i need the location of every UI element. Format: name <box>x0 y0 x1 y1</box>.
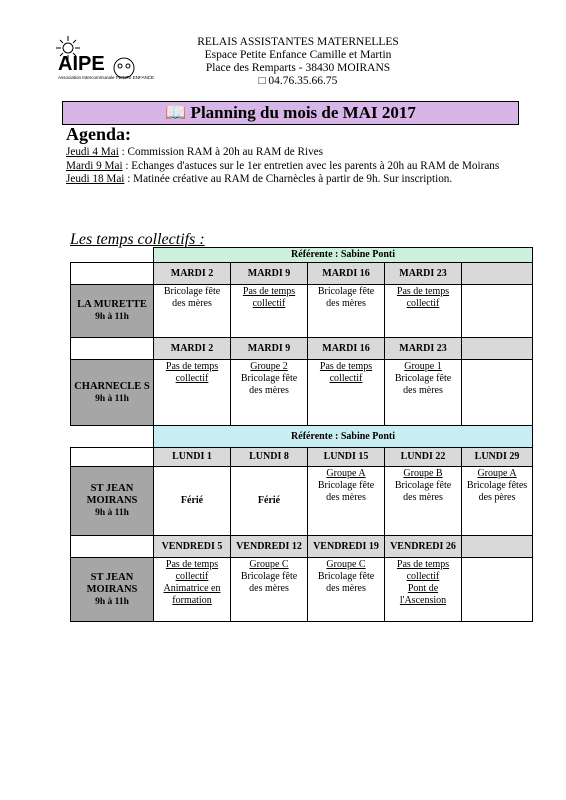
day-header: MARDI 9 <box>231 338 308 360</box>
activity-line: Pas de temps collectif <box>165 559 219 582</box>
activity-cell <box>154 360 231 426</box>
day-header <box>462 536 533 558</box>
activity-line: Bricolage fête des mères <box>317 480 375 503</box>
day-header: MARDI 23 <box>385 263 462 285</box>
activity-cell <box>308 558 385 622</box>
header-phone: □ 04.76.35.66.75 <box>258 75 338 87</box>
logo-subtext: Association Intercommunale PETITE ENFANCE <box>58 75 155 80</box>
activity-line: Groupe C <box>326 559 366 570</box>
day-header: MARDI 2 <box>154 263 231 285</box>
day-header: VENDREDI 5 <box>154 536 231 558</box>
agenda-date: Jeudi 18 Mai <box>66 173 125 185</box>
blank-cell <box>71 263 154 285</box>
activity-cell <box>308 467 385 536</box>
activity-cell <box>462 558 533 622</box>
activity-cell <box>385 467 462 536</box>
day-header <box>462 338 533 360</box>
day-header: LUNDI 1 <box>154 448 231 467</box>
activity-line: Groupe C <box>249 559 289 570</box>
activity-line: Bricolage fête des mères <box>394 373 452 396</box>
place-cell <box>71 467 154 536</box>
activity-cell <box>231 467 308 536</box>
day-header: LUNDI 8 <box>231 448 308 467</box>
day-header: LUNDI 22 <box>385 448 462 467</box>
place-hours: 9h à 11h <box>95 596 129 607</box>
activity-line: Pas de temps collectif <box>165 361 219 384</box>
activity-cell <box>154 467 231 536</box>
agenda-heading: Agenda: <box>66 124 132 144</box>
agenda-date: Mardi 9 Mai <box>66 159 123 172</box>
blank-cell <box>71 536 154 558</box>
agenda-item <box>66 173 526 187</box>
agenda-text: : Commission RAM à 20h au RAM de Rives <box>118 146 324 158</box>
spacer <box>71 248 154 263</box>
place-name: ST JEAN MOIRANS <box>86 571 138 595</box>
place-hours: 9h à 11h <box>95 393 129 404</box>
activity-cell: Bricolage fête des mères <box>308 285 385 338</box>
day-header: MARDI 23 <box>385 338 462 360</box>
activity-line: Groupe B <box>403 468 443 479</box>
activity-cell <box>462 467 533 536</box>
activity-cell <box>231 558 308 622</box>
agenda-date: Jeudi 4 Mai <box>66 146 119 158</box>
activity-line: Groupe 2 <box>250 361 288 372</box>
activity-cell <box>385 360 462 426</box>
header-line2: Espace Petite Enfance Camille et Martin <box>204 49 392 61</box>
day-header: VENDREDI 19 <box>308 536 385 558</box>
day-header: MARDI 16 <box>308 338 385 360</box>
referente-banner: Référente : Sabine Ponti <box>154 426 533 448</box>
activity-cell <box>462 285 533 338</box>
place-cell <box>71 558 154 622</box>
activity-cell <box>385 558 462 622</box>
day-header: VENDREDI 12 <box>231 536 308 558</box>
activity-line: Bricolage fête des mères <box>394 480 452 503</box>
blank-cell <box>71 448 154 467</box>
activity-cell: Bricolage fête des mères <box>154 285 231 338</box>
day-header <box>462 263 533 285</box>
day-header: MARDI 2 <box>154 338 231 360</box>
spacer <box>71 426 154 448</box>
page-title: 📖 Planning du mois de MAI 2017 <box>62 101 519 125</box>
agenda-text: : Matinée créative au RAM de Charnècles à partir de 9h. Sur inscription. <box>124 173 453 185</box>
activity-cell <box>154 558 231 622</box>
activity-cell <box>231 360 308 426</box>
day-header: LUNDI 29 <box>462 448 533 467</box>
agenda-item <box>66 160 526 174</box>
blank-cell <box>71 338 154 360</box>
activity-line: Pas de temps collectif <box>319 361 373 384</box>
activity-line: Férié <box>257 495 281 506</box>
activity-cell <box>462 360 533 426</box>
activity-line: Groupe A <box>477 468 517 479</box>
place-name: ST JEAN MOIRANS <box>86 483 138 506</box>
day-header: MARDI 9 <box>231 263 308 285</box>
activity-line: Pas de temps collectif <box>396 559 450 582</box>
header-line3: Place des Remparts - 38430 MOIRANS <box>205 62 391 74</box>
place-cell <box>71 360 154 426</box>
place-name: LA MURETTE <box>77 299 147 310</box>
activity-line: Groupe A <box>326 468 366 479</box>
day-header: MARDI 16 <box>308 263 385 285</box>
activity-line: Férié <box>180 495 204 506</box>
activity-line: Groupe 1 <box>404 361 442 372</box>
place-name: CHARNECLE S <box>74 380 150 392</box>
schedule-table <box>70 247 533 622</box>
activity-line: Bricolage fête des mères <box>240 373 298 396</box>
place-hours: 9h à 11h <box>95 312 129 322</box>
referente-banner: Référente : Sabine Ponti <box>154 248 533 263</box>
place-hours: 9h à 11h <box>95 508 129 518</box>
header-address <box>0 36 566 88</box>
header-line1: RELAIS ASSISTANTES MATERNELLES <box>197 36 399 48</box>
place-cell <box>71 285 154 338</box>
activity-line: Bricolage fêtes des pères <box>466 480 528 503</box>
activity-line: Animatrice en formation <box>163 583 221 606</box>
day-header: VENDREDI 26 <box>385 536 462 558</box>
activity-cell: Pas de temps collectif <box>385 285 462 338</box>
logo-text: AIPE <box>58 53 105 75</box>
agenda-text: : Echanges d'astuces sur le 1er entretien avec les parents à 20h au RAM de Moirans <box>122 159 500 172</box>
activity-line: Bricolage fête des mères <box>317 571 375 594</box>
activity-line: Bricolage fête des mères <box>240 571 298 594</box>
activity-cell: Pas de temps collectif <box>231 285 308 338</box>
activity-cell <box>308 360 385 426</box>
activity-line: Pont de l'Ascension <box>399 583 447 606</box>
section-title: Les temps collectifs : <box>70 231 205 248</box>
day-header: LUNDI 15 <box>308 448 385 467</box>
agenda-item <box>66 146 526 160</box>
agenda-list <box>66 146 526 187</box>
